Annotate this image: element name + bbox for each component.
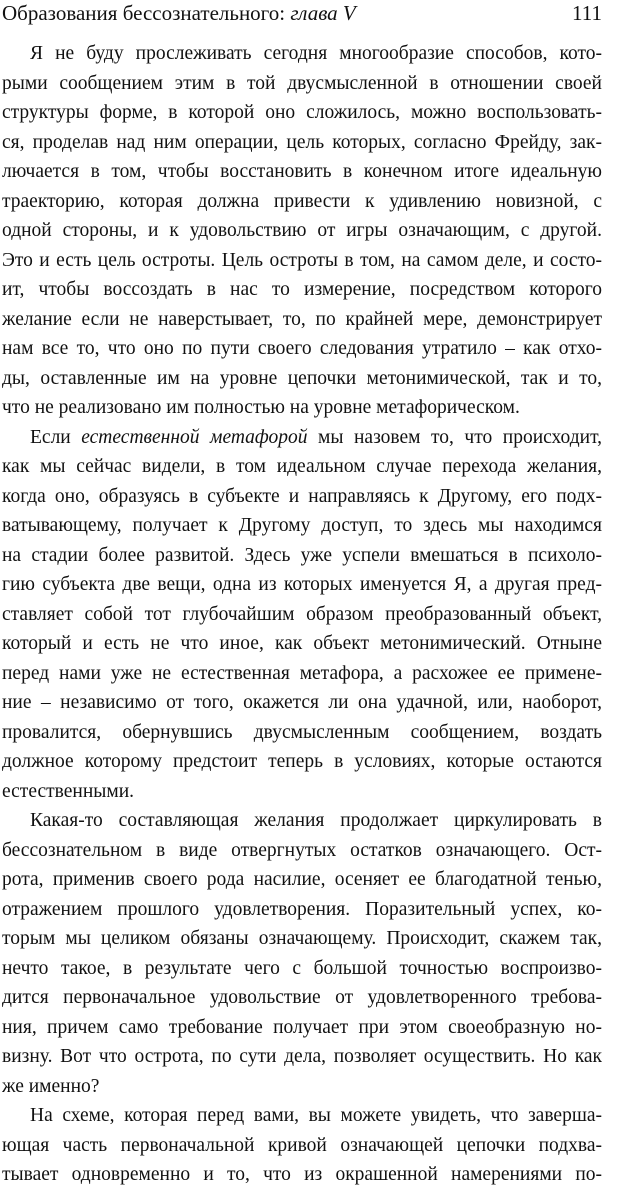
running-header-chapter: глава V [290, 1, 356, 25]
text-fragment: Если [30, 426, 82, 448]
body-text [2, 39, 602, 1190]
text-line: дится первоначальное удовольствие от удовлетворенного требова- [2, 987, 602, 1008]
text-line: нам все то, что оно по пути своего следования утратило – как отхо- [2, 338, 602, 359]
text-line: ния, причем само требование получает при этом своеобразную но- [2, 1016, 602, 1038]
text-line: провалится, обернувшись двусмысленным сообщением, воздать [2, 721, 602, 743]
text-line: ние – независимо от того, окажется ли она удачной, или, наоборот, [2, 692, 602, 713]
paragraph-3 [2, 806, 602, 1101]
text-fragment: мы назовем то, что происходит, [307, 426, 602, 448]
paragraph-4 [2, 1101, 602, 1190]
emphasized-term: естественной метафорой [81, 426, 308, 448]
text-line: тывает одновременно и то, что из окрашенной намерениями по- [2, 1164, 602, 1185]
text-line: Это и есть цель остроты. Цель остроты в том, на самом деле, и состо- [2, 249, 602, 271]
text-line: рота, применив своего рода насилие, осеняет ее благодатной тенью, [2, 869, 602, 890]
text-line: отражением прошлого удовлетворения. Поразительный успех, ко- [2, 898, 602, 920]
paragraph-2 [2, 423, 602, 807]
text-line: естественными. [2, 780, 135, 802]
text-line: ватывающему, получает к Другому доступ, то здесь мы находимся [2, 515, 602, 536]
text-line: когда оно, образуясь в субъекте и направляясь к Другому, его подх- [2, 485, 602, 507]
text-line: траекторию, которая должна привести к удивлению новизной, с [2, 190, 602, 212]
text-line: же именно? [2, 1075, 100, 1097]
text-line: ды, оставленные им на уровне цепочки метонимической, так и то, [2, 367, 602, 389]
text-line: одной стороны, и к удовольствию от игры означающим, с другой. [2, 220, 602, 241]
text-line: перед нами уже не естественная метафора, а расхожее ее примене- [2, 662, 602, 684]
text-line: На схеме, которая перед вами, вы можете увидеть, что заверша- [30, 1105, 602, 1126]
text-line: что не реализовано им полностью на уровне метафорическом. [2, 397, 520, 418]
running-header [2, 0, 602, 28]
text-line: гию субъекта две вещи, одна из которых именуется Я, а другая пред- [2, 574, 602, 595]
text-line: должное которому предстоит теперь в условиях, которые остаются [2, 751, 602, 772]
text-line: рыми сообщением этим в той двусмысленной в отношении своей [2, 72, 602, 94]
text-line [2, 423, 602, 453]
text-line: структуры форме, в которой оно сложилось, можно воспользовать- [2, 102, 602, 123]
page-number: 111 [572, 1, 602, 25]
text-line: который и есть не что иное, как объект метонимический. Отныне [2, 633, 602, 654]
text-line: ся, проделав над ним операции, цель которых, согласно Фрейду, зак- [2, 131, 602, 153]
text-line: Какая-то составляющая желания продолжает циркулировать в [30, 810, 602, 831]
text-line: бессознательном в виде отвергнутых остатков означающего. Ост- [2, 839, 602, 861]
text-line: как мы сейчас видели, в том идеальном случае перехода желания, [2, 456, 602, 477]
paragraph-1 [2, 39, 602, 423]
text-line: ющая часть первоначальной кривой означающей цепочки подхва- [2, 1134, 602, 1156]
text-line: желание если не наверстывает, то, по крайней мере, демонстрирует [2, 308, 602, 330]
text-line: на стадии более развитой. Здесь уже успели вмешаться в психоло- [2, 544, 602, 566]
text-line: лючается в том, чтобы восстановить в конечном итоге идеальную [2, 161, 602, 182]
running-header-title: Образования бессознательного: [2, 1, 291, 25]
text-line: визну. Вот что острота, по сути дела, позволяет осуществить. Но как [2, 1046, 602, 1067]
text-line: Я не буду прослеживать сегодня многообразие способов, кото- [30, 43, 602, 64]
text-line: нечто такое, в результате чего с большой точностью воспроизво- [2, 957, 602, 979]
text-line: ставляет собой тот глубочайшим образом преобразованный объект, [2, 603, 602, 625]
text-line: ит, чтобы воссоздать в нас то измерение, посредством которого [2, 279, 602, 300]
text-line: торым мы целиком обязаны означающему. Происходит, скажем так, [2, 928, 602, 949]
